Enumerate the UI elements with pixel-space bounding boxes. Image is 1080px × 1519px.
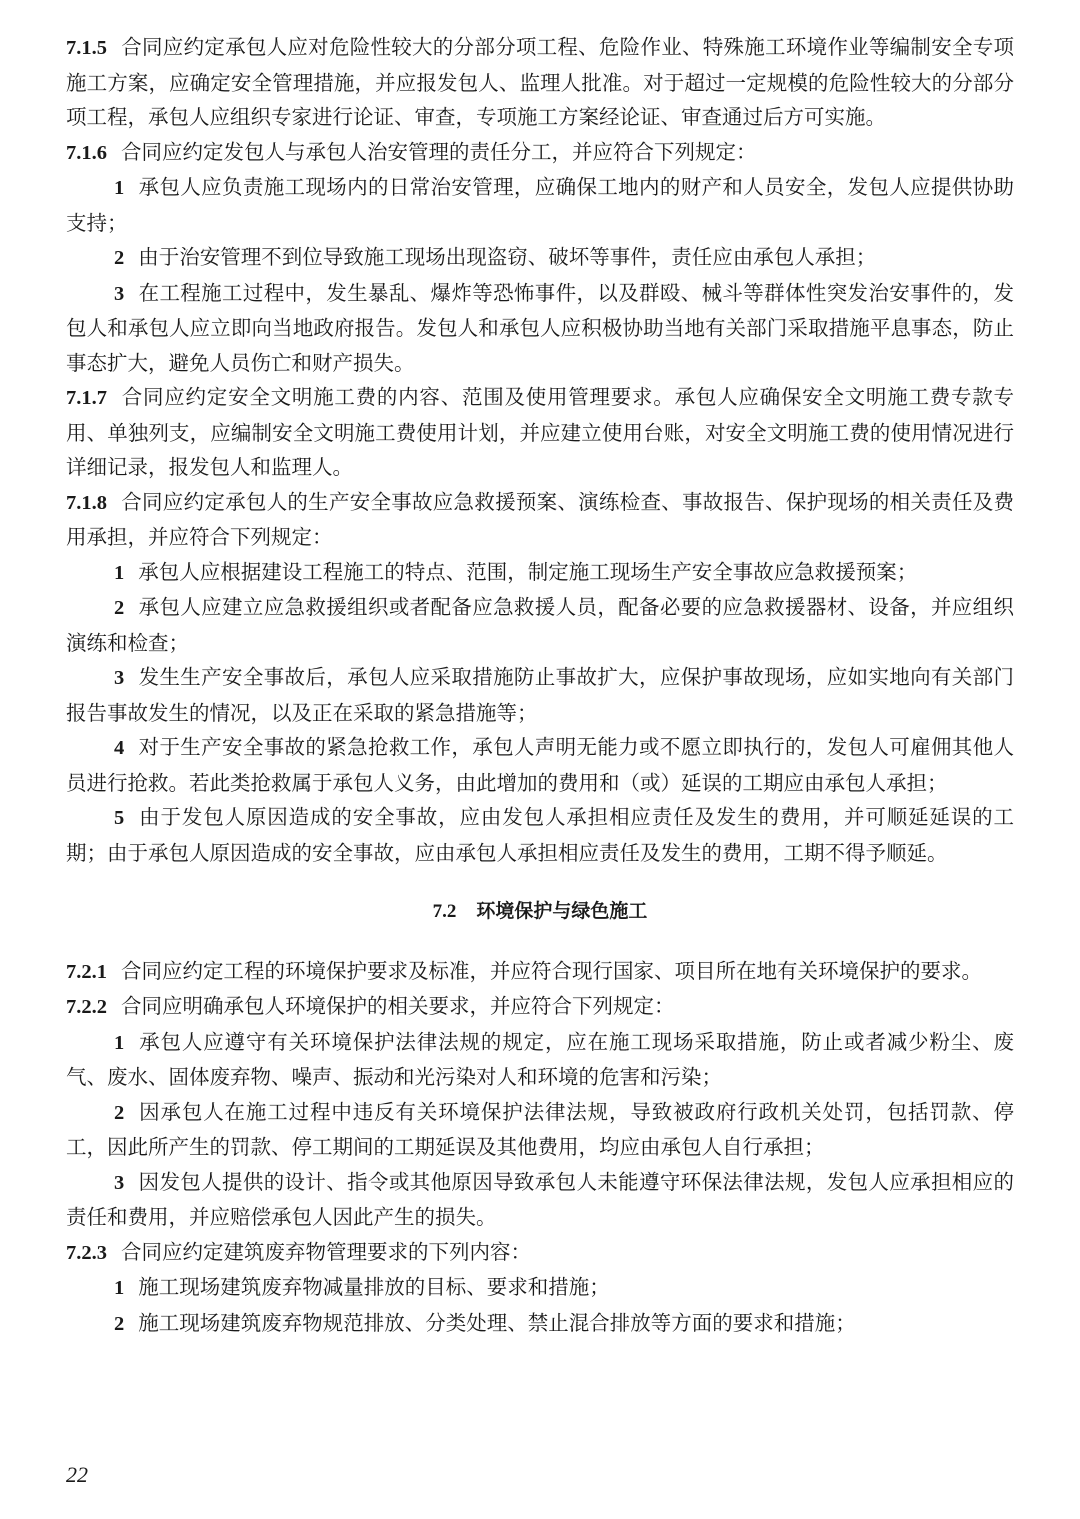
- clause-number: 7.1.8: [66, 491, 107, 514]
- document-body: [66, 30, 1014, 1341]
- paragraph-text: 合同应约定建筑废弃物管理要求的下列内容：: [121, 1239, 531, 1264]
- clause-paragraph: [66, 135, 1014, 171]
- paragraph-text: 合同应约定发包人与承包人治安管理的责任分工，并应符合下列规定：: [121, 139, 757, 164]
- paragraph-text: 由于治安管理不到位导致施工现场出现盗窃、破坏等事件，责任应由承包人承担；: [138, 245, 877, 269]
- paragraph-text: 因发包人提供的设计、指令或其他原因导致承包人未能遵守环保法律法规，发包人应承担相应的责任和费用，并应赔偿承包人因此产生的损失。: [66, 1169, 1014, 1229]
- paragraph-text: 合同应约定承包人的生产安全事故应急救援预案、演练检查、事故报告、保护现场的相关责任及费用承担，并应符合下列规定：: [66, 489, 1014, 549]
- item-number: 2: [114, 1312, 125, 1335]
- list-item: [66, 1165, 1014, 1235]
- paragraph-text: 因承包人在施工过程中违反有关环境保护法律法规，导致被政府行政机关处罚，包括罚款、停工，因此所产生的罚款、停工期间的工期延误及其他费用，均应由承包人自行承担；: [66, 1099, 1014, 1159]
- list-item: [66, 1095, 1014, 1165]
- paragraph-text: 在工程施工过程中，发生暴乱、爆炸等恐怖事件，以及群殴、械斗等群体性突发治安事件的，发包人和承包人应立即向当地政府报告。发包人和承包人应积极协助当地有关部门采取措施平息事态，防止事态扩大，避免人员伤亡和财产损失。: [66, 280, 1014, 375]
- item-number: 2: [114, 1101, 125, 1124]
- paragraph-text: 合同应明确承包人环境保护的相关要求，并应符合下列规定：: [121, 994, 675, 1018]
- paragraph-text: 对于生产安全事故的紧急抢救工作，承包人声明无能力或不愿立即执行的，发包人可雇佣其他人员进行抢救。若此类抢救属于承包人义务，由此增加的费用和（或）延误的工期应由承包人承担；: [66, 735, 1014, 795]
- list-item: [66, 730, 1014, 800]
- list-item: [66, 170, 1014, 240]
- item-number: 1: [114, 1031, 125, 1054]
- paragraph-text: 承包人应负责施工现场内的日常治安管理，应确保工地内的财产和人员安全，发包人应提供协助支持；: [66, 175, 1014, 235]
- list-item: [66, 800, 1014, 870]
- list-item: [66, 590, 1014, 660]
- clause-number: 7.1.7: [66, 387, 107, 409]
- paragraph-text: 施工现场建筑废弃物减量排放的目标、要求和措施；: [138, 1275, 610, 1299]
- list-item: [66, 555, 1014, 591]
- clause-paragraph: [66, 485, 1014, 555]
- paragraph-text: 承包人应建立应急救援组织或者配备应急救援人员，配备必要的应急救援器材、设备，并应组织演练和检查；: [66, 595, 1014, 655]
- item-number: 1: [114, 1277, 125, 1299]
- page-number: 22: [66, 1462, 88, 1487]
- clause-paragraph: [66, 989, 1014, 1025]
- item-number: 3: [114, 667, 125, 689]
- item-number: 5: [114, 807, 125, 829]
- section-heading: [66, 894, 1014, 930]
- list-item: [66, 276, 1014, 381]
- paragraph-text: 合同应约定工程的环境保护要求及标准，并应符合现行国家、项目所在地有关环境保护的要求。: [121, 958, 982, 983]
- item-number: 3: [114, 1171, 125, 1194]
- clause-paragraph: [66, 380, 1014, 485]
- clause-number: 7.2: [432, 901, 457, 922]
- clause-paragraph: [66, 1235, 1014, 1271]
- item-number: 2: [114, 597, 125, 619]
- clause-number: 7.1.5: [66, 37, 107, 59]
- clause-number: 7.2.3: [66, 1241, 107, 1264]
- item-number: 2: [114, 247, 125, 269]
- item-number: 4: [114, 737, 125, 759]
- item-number: 3: [114, 282, 125, 305]
- paragraph-text: 合同应约定安全文明施工费的内容、范围及使用管理要求。承包人应确保安全文明施工费专款专用、单独列支，应编制安全文明施工费使用计划，并应建立使用台账，对安全文明施工费的使用情况进行详细记录，报发包人和监理人。: [66, 385, 1014, 479]
- item-number: 1: [114, 561, 125, 584]
- list-item: [66, 1270, 1014, 1306]
- paragraph-text: 由于发包人原因造成的安全事故，应由发包人承担相应责任及发生的费用，并可顺延延误的工期；由于承包人原因造成的安全事故，应由承包人承担相应责任及发生的费用，工期不得予顺延。: [66, 805, 1014, 865]
- paragraph-text: 承包人应遵守有关环境保护法律法规的规定，应在施工现场采取措施，防止或者减少粉尘、废气、废水、固体废弃物、噪声、振动和光污染对人和环境的危害和污染；: [66, 1029, 1014, 1089]
- clause-paragraph: [66, 30, 1014, 135]
- clause-number: 7.1.6: [66, 141, 107, 164]
- paragraph-text: 施工现场建筑废弃物规范排放、分类处理、禁止混合排放等方面的要求和措施；: [138, 1310, 856, 1335]
- paragraph-text: 发生生产安全事故后，承包人应采取措施防止事故扩大，应保护事故现场，应如实地向有关部门报告事故发生的情况，以及正在采取的紧急措施等；: [66, 665, 1014, 725]
- clause-number: 7.2.2: [66, 996, 107, 1018]
- paragraph-text: 承包人应根据建设工程施工的特点、范围，制定施工现场生产安全事故应急救援预案；: [138, 559, 918, 584]
- list-item: [66, 1025, 1014, 1095]
- section-title-text: 环境保护与绿色施工: [476, 900, 648, 922]
- list-item: [66, 660, 1014, 730]
- item-number: 1: [114, 177, 125, 199]
- list-item: [66, 240, 1014, 276]
- clause-paragraph: [66, 954, 1014, 990]
- list-item: [66, 1306, 1014, 1342]
- clause-number: 7.2.1: [66, 960, 107, 983]
- paragraph-text: 合同应约定承包人应对危险性较大的分部分项工程、危险作业、特殊施工环境作业等编制安全专项施工方案，应确定安全管理措施，并应报发包人、监理人批准。对于超过一定规模的危险性较大的分部分项工程，承包人应组织专家进行论证、审查，专项施工方案经论证、审查通过后方可实施。: [66, 35, 1014, 129]
